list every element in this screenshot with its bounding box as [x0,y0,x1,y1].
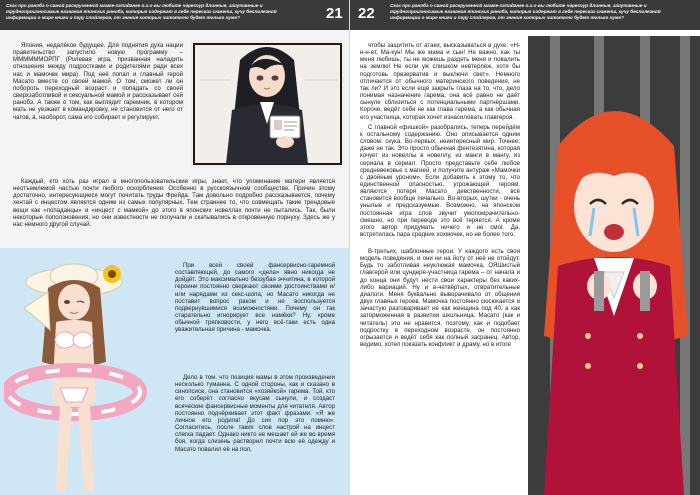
paragraph: При всей своей фансервисно-гаремной составляющей, до самого «дела» явно никогда не дойдёт. Это максимально беззубая эччитина, в которой героини постоянно сверкают своими достоинствами и/или нарядами из секс-шопа, но Масато никогда не поставит вопрос раком и не воспользуется подвернувшимися возможностями. Почему он так старательно игнорирует все намёки? Ну, кроме обычной тряпковости, у него всё-таки есть одна уважительная причина - мамочка. [175,262,335,334]
page-right [350,0,700,495]
article-column [175,374,335,456]
swimsuit-girl-illustration [4,252,172,495]
businesswoman-illustration [190,40,345,168]
paragraph: чтобы защитить от атаки, высказываться в духе: «Н-н-н-ет, Ма-кун! Мы же мама и сын! Не важно, как ты меня любишь, ты не можешь раздеть меня и повалить на землю! Не если уж слишком невтерпёж, хотя бы подготовь презерватив и выключи свет». Немного отличается от обычного материнского поведения, не так ли? И это если ещё закрыть глаза на то, что, дело понимая назначение гарема, она всё равно не даёт сынуле сблизиться с потенциальными партнёршами. Короче, ведёт себя не как глава гарема, а как обычная его участница, которая хочет изнасиловать главгероя. [360,42,520,121]
page-number: 21 [326,5,343,22]
article-column [360,42,520,241]
page-number: 22 [358,5,375,22]
paragraph: Япония, недалёкое будущее. Для поднятия духа нации правительство запустило новую программу – ММММММОРПГ (Ролевая игра, призванная наладить отношения между подростками и родителями ради всех нас и мамочек мира). Под неё попал и главный герой Масато вместе со своей мамой. О том, сможет ли он побороть переходный возраст и попадать со своей сверхзаботливой и сексуальной мамой и рассказывает сей ранобэ. А также о том, как выглядит гаремник, в котором мать не уезжает в командировку, не становится от него от чатов, а, наоборот, сама его собирает и регулирует. [13,42,183,121]
page-header [0,0,350,30]
article-column [360,248,520,351]
paragraph: С главной «фишкой» разобрались, теперь перейдём к остальному содержанию. Оно описывается одним словом: скука. Во-первых, неинтересный мир. Точнее, даже не так. Это просто обычная фентезятина, которая кочует из новеллы в новеллу, из манги в мангу, из сериала в сериал. Просто представьте себе любое средневековье с магией, и получите антураж «Мамочки с двойным уроном». Если добавить к этому то, что единственной опасностью, угрожающей героям, являются потеря Масато девственности, всё становится вообще печально. Во-вторых, шутки - очень унылые и предсказуемые. Возможно, на японском постоянная игра слов звучит умопомрачительно-смешно, но при переводе это всё теряется. А кроме этого автор придумать ничего и не смог. Да, встретилась пара средних хохмочек, но не более того. [360,123,520,239]
header-notice: Сказ про ранобэ о самой раскрученной мамке-попаданке о.х.о вы любите чересчур длинные, запутанные и труднопроизносимые названия японских ранобэ, которые содержат в себе пересказ сюжета, кучу бесполезной информации о мире книги и пару спойлеров, от знания которых читателю будет только хуже? [6,3,277,20]
article-column [175,262,335,337]
paragraph: Дело в том, что позиция мамы в этом произведении несколько туманна. С одной стороны, как и сказано в синопсисе, она становится «хозяйкой» гарема. Той, кто его соберёт согласно вкусам сынули, и создаст всяческие фансервисные моменты для читателя. Автор постоянно подчёркивает этот факт фразами: «Я же личное его родила! До сих пор это помню». Согласитесь, после таких слов настрой на инцест слегка падает. Однако никто не мешает ей же во время боя, когда слизень растворил почти всю её одежду и Масато повалил её на пол, [175,374,335,453]
header-notice: Сказ про ранобэ о самой раскрученной мамке-попаданке о.х.о вы любите чересчур длинные, запутанные и труднопроизносимые названия японских ранобэ, которые содержат в себе пересказ сюжета, кучу бесполезной информации о мире книги и пару спойлеров, от знания которых читателю будет только хуже? [390,3,661,20]
page-header [350,0,700,30]
article-column [13,42,183,124]
paragraph: Каждый, кто хоть раз играл в многопользовательские игры, знает, что упоминание матери является неотъемлемой частью почти любого оскорбления. Особенно в русскоязычном сообществе. Причин этому достаточно, интересующиеся могут почитать труды Фрейда. Там довольно подробно рассказывается, почему хентай с инцестом является одним из самых популярных. Тем страннее то, что совмещать такие трендовые вещи как «попаданцы» и «инцест с мамкой» до этого в японских новеллах почти не пытались. Так, были некоторые поползновения, но они известности не получали и скатывались в откровенную порнуху. Здесь же у нас немного другой случай. [13,178,335,228]
article-paragraph-block [13,178,335,231]
redhead-behind-bars-illustration [528,36,700,495]
paragraph: В-третьих, шаблонные герои. У каждого есть своя модель поведения, и они ни на йоту от неё не отойдут. Будь то заботливая неуклюжая мамочка, ОЯШистый главгерой или цундере-участница гарема – от начала и до конца они будут нести свои характеры без каких-либо вариаций. Ну и в-четвёртых, отвратительные диалоги. Меня буквально выворачивало от общения двух главных героев. Мамочка постоянно сюсюкается и зачастую разговаривает не как женщина под 40, а как заторможенная в развитии школьница. Масато (как и читатель) это не нравится, поэтому, как и подобает подростку в переходном возрасте, он постоянно огрызается и ведёт себя как полный засранец. Автор, видимо, хотел показать конфликт и драму, но в итоге [360,248,520,349]
